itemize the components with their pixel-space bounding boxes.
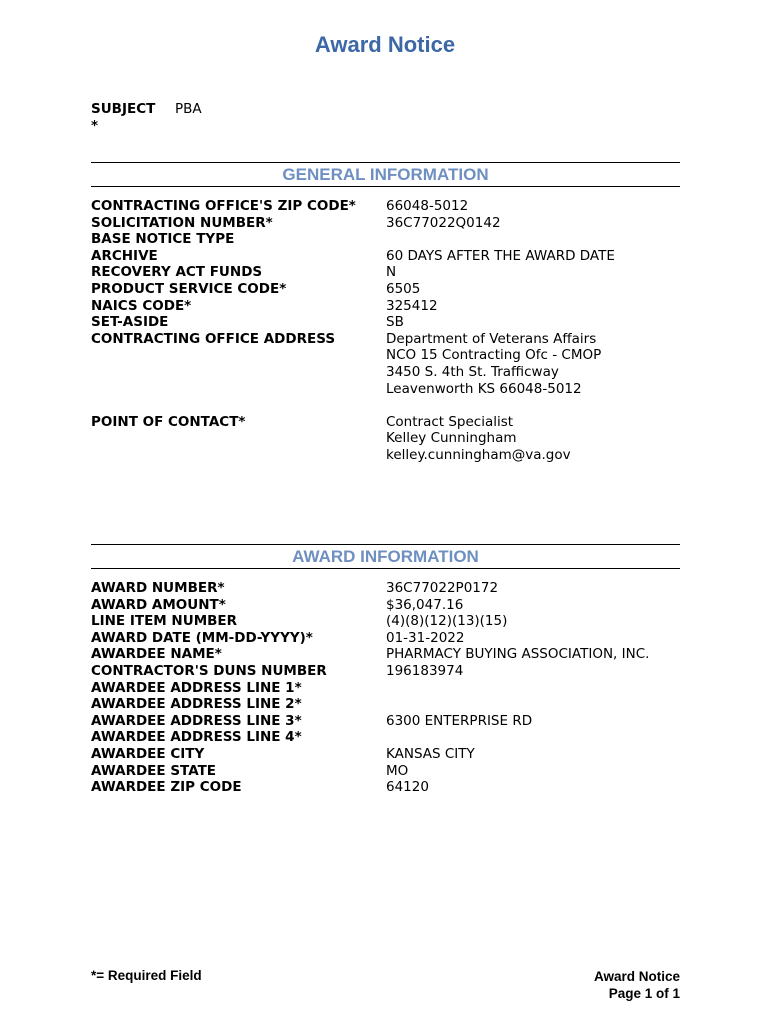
field-value: 196183974 [386,662,464,679]
field-label: AWARDEE ADDRESS LINE 2* [91,696,302,713]
field-value: 36C77022Q0142 [386,214,501,231]
field-value: 01-31-2022 [386,629,465,646]
contact-row [91,430,680,447]
field-value: Kelley Cunningham [386,430,517,447]
field-value: 6300 ENTERPRISE RD [386,712,533,729]
field-value: Department of Veterans Affairs [386,330,597,347]
field-label [91,447,386,464]
field-label: RECOVERY ACT FUNDS [91,264,263,281]
award-info-row [91,646,680,663]
field-value: N [386,264,397,281]
field-value [386,680,680,697]
award-rule-bottom [91,568,680,569]
field-label: AWARD AMOUNT* [91,596,226,613]
field-value: 3450 S. 4th St. Trafficway [386,363,559,380]
field-label: AWARDEE ZIP CODE [91,779,242,796]
field-label: ARCHIVE [91,247,158,264]
subject-value: PBA [175,101,202,117]
field-value: 36C77022P0172 [386,580,499,596]
field-label: NAICS CODE* [91,297,192,314]
field-label: SET-ASIDE [91,314,169,331]
contact-row [91,414,680,431]
field-label [91,430,386,447]
general-info-row [91,314,680,331]
general-rule-top [91,162,680,163]
field-label: AWARDEE ADDRESS LINE 4* [91,729,302,746]
general-info-row [91,331,680,348]
field-value: 64120 [386,779,429,796]
award-info-row [91,630,680,647]
field-value: 325412 [386,297,438,314]
field-value: Contract Specialist [386,413,514,430]
award-info-row [91,580,680,597]
field-value: Leavenworth KS 66048-5012 [386,380,582,397]
general-info-row [91,281,680,298]
field-label: AWARDEE ADDRESS LINE 1* [91,679,302,696]
field-value: (4)(8)(12)(13)(15) [386,613,508,630]
field-label: LINE ITEM NUMBER [91,613,238,630]
field-value: 66048-5012 [386,198,469,214]
award-info-row [91,779,680,796]
award-info-row [91,729,680,746]
field-label: SOLICITATION NUMBER* [91,214,273,231]
field-label: AWARD DATE (MM-DD-YYYY)* [91,629,313,646]
field-label [91,381,386,398]
field-label: AWARDEE CITY [91,745,205,762]
field-label: AWARDEE STATE [91,762,217,779]
general-info-row [91,347,680,364]
field-value: kelley.cunningham@va.gov [386,446,571,463]
field-value: MO [386,762,409,779]
general-info-row [91,215,680,232]
required-field-note: *= Required Field [91,968,202,983]
award-information-table [91,580,680,796]
award-info-row [91,597,680,614]
footer-page-info [594,968,680,1002]
general-info-row [91,298,680,315]
field-value: 60 DAYS AFTER THE AWARD DATE [386,247,615,264]
general-information-heading: GENERAL INFORMATION [282,165,489,184]
field-value [386,696,680,713]
field-label [91,364,386,381]
field-value: NCO 15 Contracting Ofc - CMOP [386,347,602,364]
field-value: KANSAS CITY [386,745,475,762]
subject-required-marker: * [91,117,99,134]
field-label: AWARDEE ADDRESS LINE 3* [91,712,302,729]
award-information-heading: AWARD INFORMATION [292,547,479,566]
subject-block [91,101,202,134]
award-info-row [91,713,680,730]
general-rule-bottom [91,186,680,187]
award-info-row [91,680,680,697]
general-info-row [91,264,680,281]
general-information-table [91,198,680,464]
footer-page-number: Page 1 of 1 [608,986,680,1001]
award-info-row [91,613,680,630]
field-label: BASE NOTICE TYPE [91,231,235,248]
field-label: AWARDEE NAME* [91,646,222,663]
award-info-row [91,746,680,763]
field-label [91,347,386,364]
field-label: CONTRACTOR'S DUNS NUMBER [91,662,327,679]
general-info-row [91,364,680,381]
award-rule-top [91,544,680,545]
field-value [386,729,680,746]
field-label: AWARD NUMBER* [91,580,225,596]
field-value: PHARMACY BUYING ASSOCIATION, INC. [386,646,650,663]
field-value: $36,047.16 [386,596,464,613]
award-info-row [91,663,680,680]
field-label: POINT OF CONTACT* [91,413,246,430]
award-info-row [91,763,680,780]
field-value [386,231,680,248]
subject-label: SUBJECT [91,101,156,117]
footer-doc-name: Award Notice [593,969,680,984]
contact-row [91,447,680,464]
field-value: 6505 [386,280,421,297]
field-label: CONTRACTING OFFICE'S ZIP CODE* [91,198,356,214]
field-value: SB [386,314,404,331]
field-label: CONTRACTING OFFICE ADDRESS [91,330,336,347]
general-info-row [91,381,680,398]
general-info-row [91,231,680,248]
general-info-row [91,198,680,215]
field-label: PRODUCT SERVICE CODE* [91,280,287,297]
award-info-row [91,696,680,713]
general-info-row [91,248,680,265]
page-title: Award Notice [314,32,456,57]
